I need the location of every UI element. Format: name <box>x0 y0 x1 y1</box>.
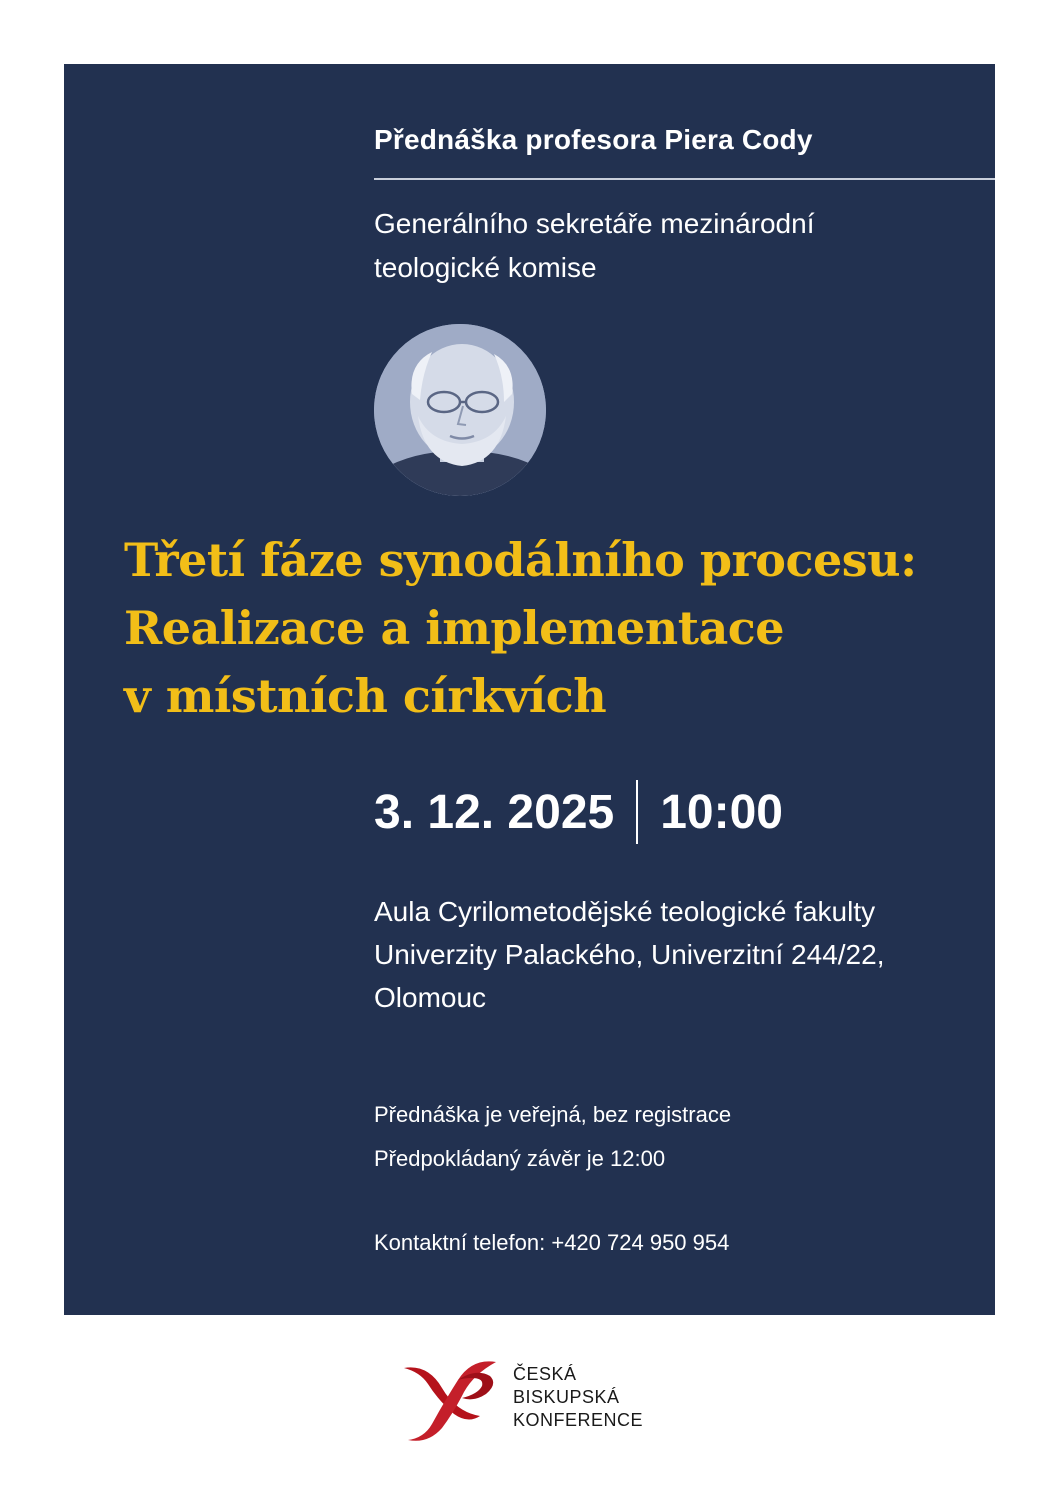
event-notes <box>374 1098 934 1186</box>
org-name-line: BISKUPSKÁ <box>513 1387 620 1407</box>
org-name-line: KONFERENCE <box>513 1410 644 1430</box>
speaker-role <box>374 202 894 290</box>
event-datetime <box>374 780 783 844</box>
speaker-role-line: Generálního sekretáře mezinárodní <box>374 208 815 239</box>
venue-line: Olomouc <box>374 982 487 1013</box>
lecture-title-line: Třetí fáze synodálního procesu: <box>124 533 917 587</box>
venue-line: Aula Cyrilometodějské teologické fakulty <box>374 896 876 927</box>
org-name <box>513 1363 643 1432</box>
poster-panel <box>64 64 995 1315</box>
speaker-role-line: teologické komise <box>374 252 597 283</box>
end-time-note: Předpokládaný závěr je 12:00 <box>374 1146 666 1171</box>
speaker-portrait <box>374 324 546 496</box>
event-venue <box>374 890 974 1019</box>
lecture-title <box>124 526 974 730</box>
lecture-title-line: v místních církvích <box>124 669 607 723</box>
public-note: Přednáška je veřejná, bez registrace <box>374 1102 732 1127</box>
org-name-line: ČESKÁ <box>513 1364 577 1384</box>
lecture-title-line: Realizace a implementace <box>124 601 785 655</box>
event-time: 10:00 <box>660 785 783 839</box>
event-date: 3. 12. 2025 <box>374 785 615 839</box>
cbk-logo-icon <box>398 1354 502 1444</box>
lecture-subtitle: Přednáška profesora Piera Cody <box>374 124 813 155</box>
datetime-separator <box>636 780 638 844</box>
contact-phone: Kontaktní telefon: +420 724 950 954 <box>374 1230 730 1255</box>
divider-line <box>374 178 995 180</box>
venue-line: Univerzity Palackého, Univerzitní 244/22, <box>374 939 885 970</box>
